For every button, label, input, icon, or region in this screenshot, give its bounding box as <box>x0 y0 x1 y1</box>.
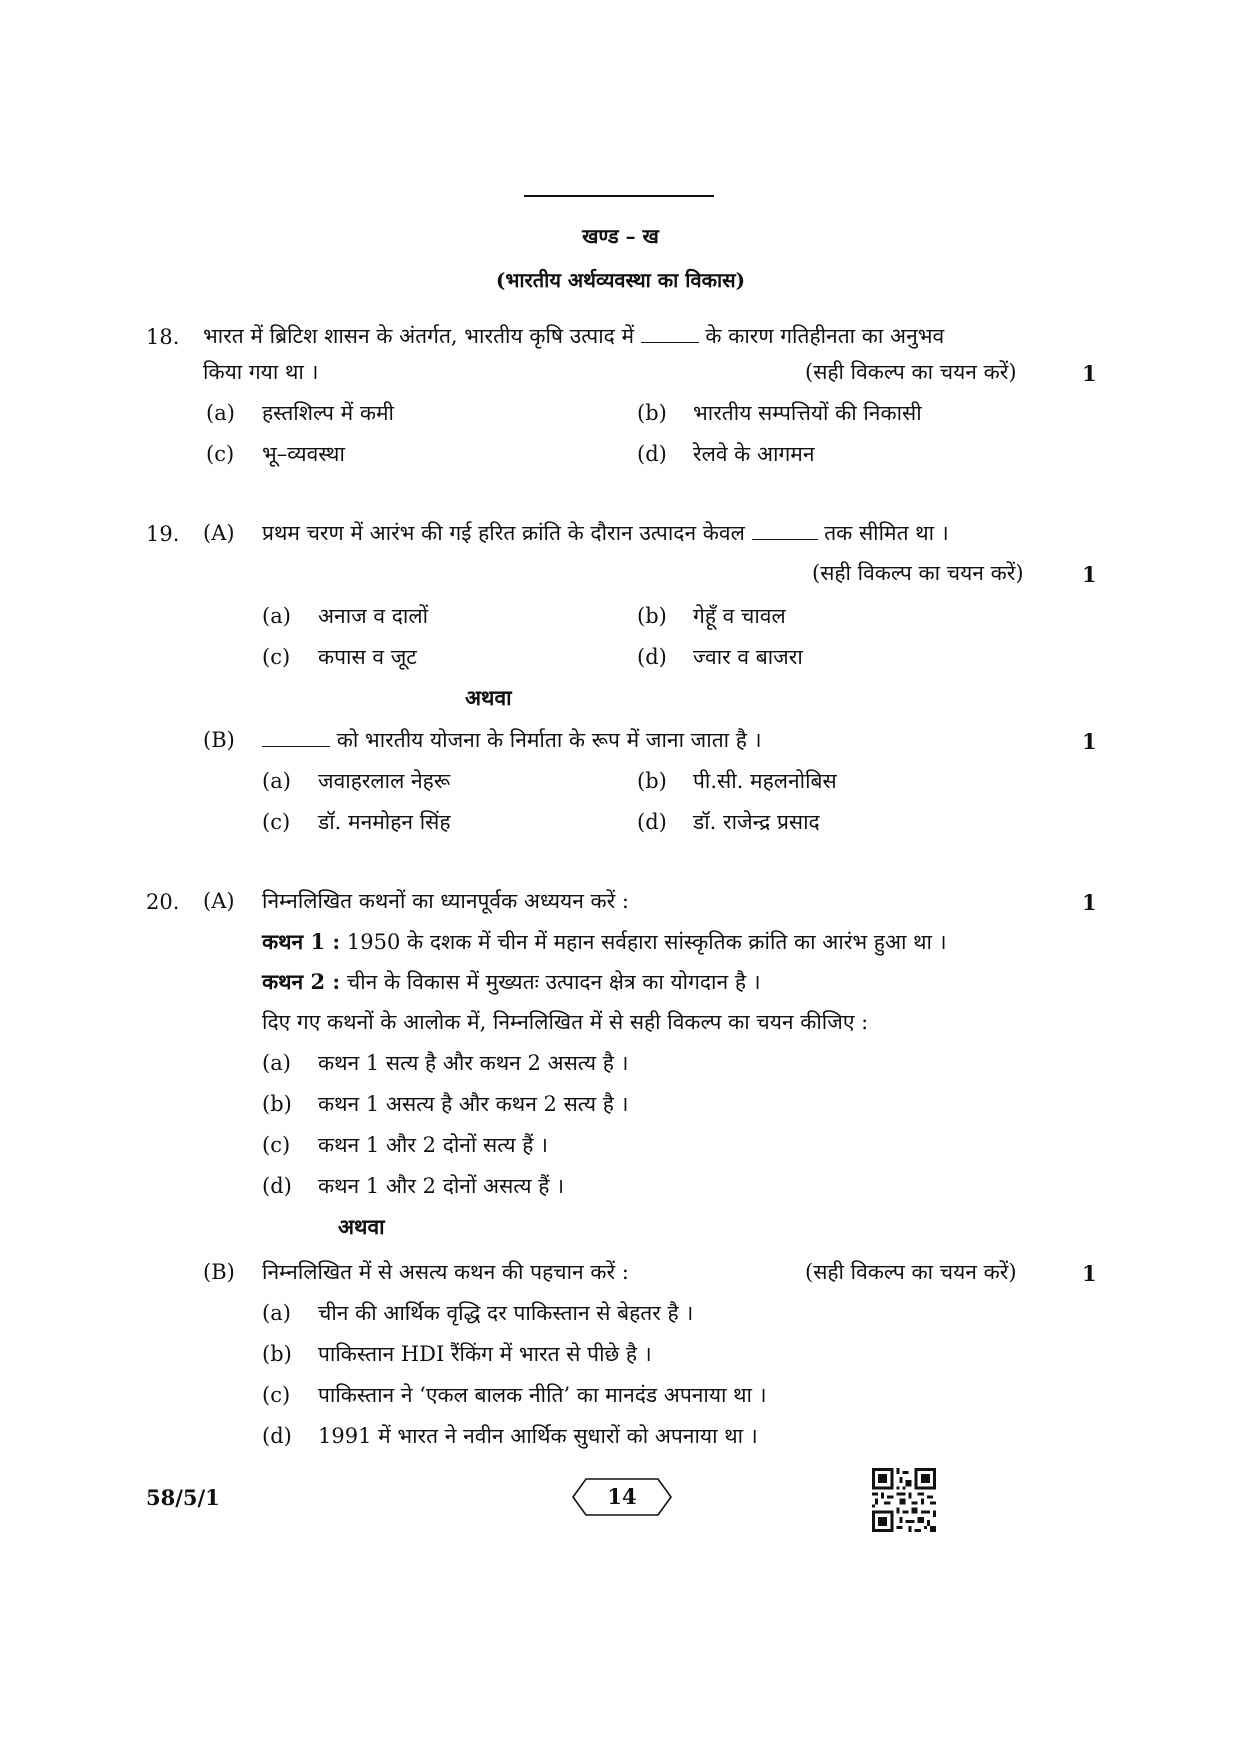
q20b-marks: 1 <box>1082 1261 1097 1286</box>
q20-statement-1-label: कथन 1 : <box>262 929 341 954</box>
q18-marks: 1 <box>1082 361 1097 386</box>
q19b-marks: 1 <box>1082 729 1097 754</box>
q20-statement-1 <box>262 928 947 956</box>
q19a-label: (A) <box>203 521 235 545</box>
q20-statement-2-label: कथन 2 : <box>262 969 341 994</box>
q19b-label: (B) <box>203 728 235 752</box>
q19b-blank <box>262 726 330 747</box>
q19a-option-d-text: ज्वार व बाजरा <box>693 645 803 669</box>
q18-instruction: (सही विकल्प का चयन करें) <box>805 360 1017 384</box>
q20a-option-d-label: (d) <box>262 1174 292 1198</box>
q19b-option-a-text: जवाहरलाल नेहरू <box>318 769 451 793</box>
q20-number: 20. <box>146 890 180 914</box>
q20a-option-b-text: कथन 1 असत्य है और कथन 2 सत्य है । <box>318 1092 629 1116</box>
q19b-option-a-label: (a) <box>262 769 291 793</box>
q19b-text: को भारतीय योजना के निर्माता के रूप में जाना जाता है । <box>336 728 762 752</box>
q19a-option-d-label: (d) <box>637 645 667 669</box>
q19b-option-d-label: (d) <box>637 810 667 834</box>
q19b-option-d-text: डॉ. राजेन्द्र प्रसाद <box>693 810 820 834</box>
q19a-option-a-text: अनाज व दालों <box>318 604 429 628</box>
qr-code-graphic <box>872 1468 936 1532</box>
q20b-text: निम्नलिखित में से असत्य कथन की पहचान करें : <box>262 1260 629 1284</box>
q19b-option-b-text: पी.सी. महलनोबिस <box>693 769 837 793</box>
q20a-option-a-label: (a) <box>262 1051 291 1075</box>
section-title: खण्ड – ख <box>582 224 659 248</box>
q19a-option-b-text: गेहूँ व चावल <box>693 604 786 628</box>
q18-text-part2: के कारण गतिहीनता का अनुभव <box>705 324 945 348</box>
q19-number: 19. <box>146 522 180 546</box>
q19a-instruction: (सही विकल्प का चयन करें) <box>812 561 1024 585</box>
q20a-option-d-text: कथन 1 और 2 दोनों असत्य हैं । <box>318 1174 565 1198</box>
q20b-option-a-text: चीन की आर्थिक वृद्धि दर पाकिस्तान से बेहतर है । <box>318 1301 694 1325</box>
q20b-option-b-label: (b) <box>262 1342 292 1366</box>
q18-number: 18. <box>146 325 180 349</box>
q18-option-b-label: (b) <box>637 401 667 425</box>
q19b-option-b-label: (b) <box>637 769 667 793</box>
q20a-text: निम्नलिखित कथनों का ध्यानपूर्वक अध्ययन करें : <box>262 889 629 913</box>
q19-or: अथवा <box>465 685 512 710</box>
q19a-blank <box>752 519 818 540</box>
q18-option-d-label: (d) <box>637 442 667 466</box>
q20a-option-a-text: कथन 1 सत्य है और कथन 2 असत्य है । <box>318 1051 629 1075</box>
q20a-option-c-label: (c) <box>262 1133 291 1157</box>
page-number-box <box>572 1478 672 1516</box>
section-subtitle: (भारतीय अर्थव्यवस्था का विकास) <box>495 268 746 292</box>
q20a-option-b-label: (b) <box>262 1092 292 1116</box>
q20-or: अथवा <box>338 1214 385 1239</box>
q18-option-c-text: भू–व्यवस्था <box>262 442 345 466</box>
q18-option-b-text: भारतीय सम्पत्तियों की निकासी <box>693 401 922 425</box>
q20-statement-1-text: 1950 के दशक में चीन में महान सर्वहारा सांस्कृतिक क्रांति का आरंभ हुआ था । <box>346 930 947 954</box>
q19a-text-part2: तक सीमित था । <box>824 521 949 545</box>
q19a-text <box>262 519 949 547</box>
q20b-option-a-label: (a) <box>262 1301 291 1325</box>
q18-blank <box>641 322 699 343</box>
q20b-option-d-text: 1991 में भारत ने नवीन आर्थिक सुधारों को अपनाया था । <box>318 1424 758 1448</box>
q20b-option-c-text: पाकिस्तान ने ‘एकल बालक नीति’ का मानदंड अपनाया था । <box>318 1383 767 1407</box>
q19a-option-a-label: (a) <box>262 604 291 628</box>
q20a-prompt: दिए गए कथनों के आलोक में, निम्नलिखित में से सही विकल्प का चयन कीजिए : <box>262 1010 869 1034</box>
q18-text-part1: भारत में ब्रिटिश शासन के अंतर्गत, भारतीय कृषि उत्पाद में <box>203 324 635 348</box>
q18-option-d-text: रेलवे के आगमन <box>693 442 815 466</box>
q20a-option-c-text: कथन 1 और 2 दोनों सत्य हैं । <box>318 1133 548 1157</box>
q19b-text-line <box>262 726 762 754</box>
q19a-option-b-label: (b) <box>637 604 667 628</box>
q19b-option-c-text: डॉ. मनमोहन सिंह <box>318 810 451 834</box>
q19a-text-part1: प्रथम चरण में आरंभ की गई हरित क्रांति के दौरान उत्पादन केवल <box>262 521 745 545</box>
q19a-option-c-label: (c) <box>262 645 291 669</box>
q20a-marks: 1 <box>1082 890 1097 915</box>
q18-text-line2: किया गया था । <box>203 360 319 384</box>
qr-code <box>872 1468 936 1532</box>
q18-option-c-label: (c) <box>206 442 235 466</box>
q20b-label: (B) <box>203 1260 235 1284</box>
q20b-option-b-text: पाकिस्तान HDI रैंकिंग में भारत से पीछे है । <box>318 1342 652 1366</box>
page-number: 14 <box>607 1484 637 1509</box>
q20b-option-d-label: (d) <box>262 1424 292 1448</box>
q20b-option-c-label: (c) <box>262 1383 291 1407</box>
q20-statement-2-text: चीन के विकास में मुख्यतः उत्पादन क्षेत्र का योगदान है । <box>346 970 761 994</box>
top-rule <box>524 195 714 197</box>
q19b-option-c-label: (c) <box>262 810 291 834</box>
q20a-label: (A) <box>203 889 235 913</box>
q18-option-a-text: हस्तशिल्प में कमी <box>262 401 394 425</box>
q19a-marks: 1 <box>1082 562 1097 587</box>
q20-statement-2 <box>262 968 761 996</box>
paper-code: 58/5/1 <box>146 1485 220 1510</box>
q19a-option-c-text: कपास व जूट <box>318 645 417 669</box>
q18-text-line1 <box>203 322 944 350</box>
q20b-instruction: (सही विकल्प का चयन करें) <box>805 1260 1017 1284</box>
q18-option-a-label: (a) <box>206 401 235 425</box>
